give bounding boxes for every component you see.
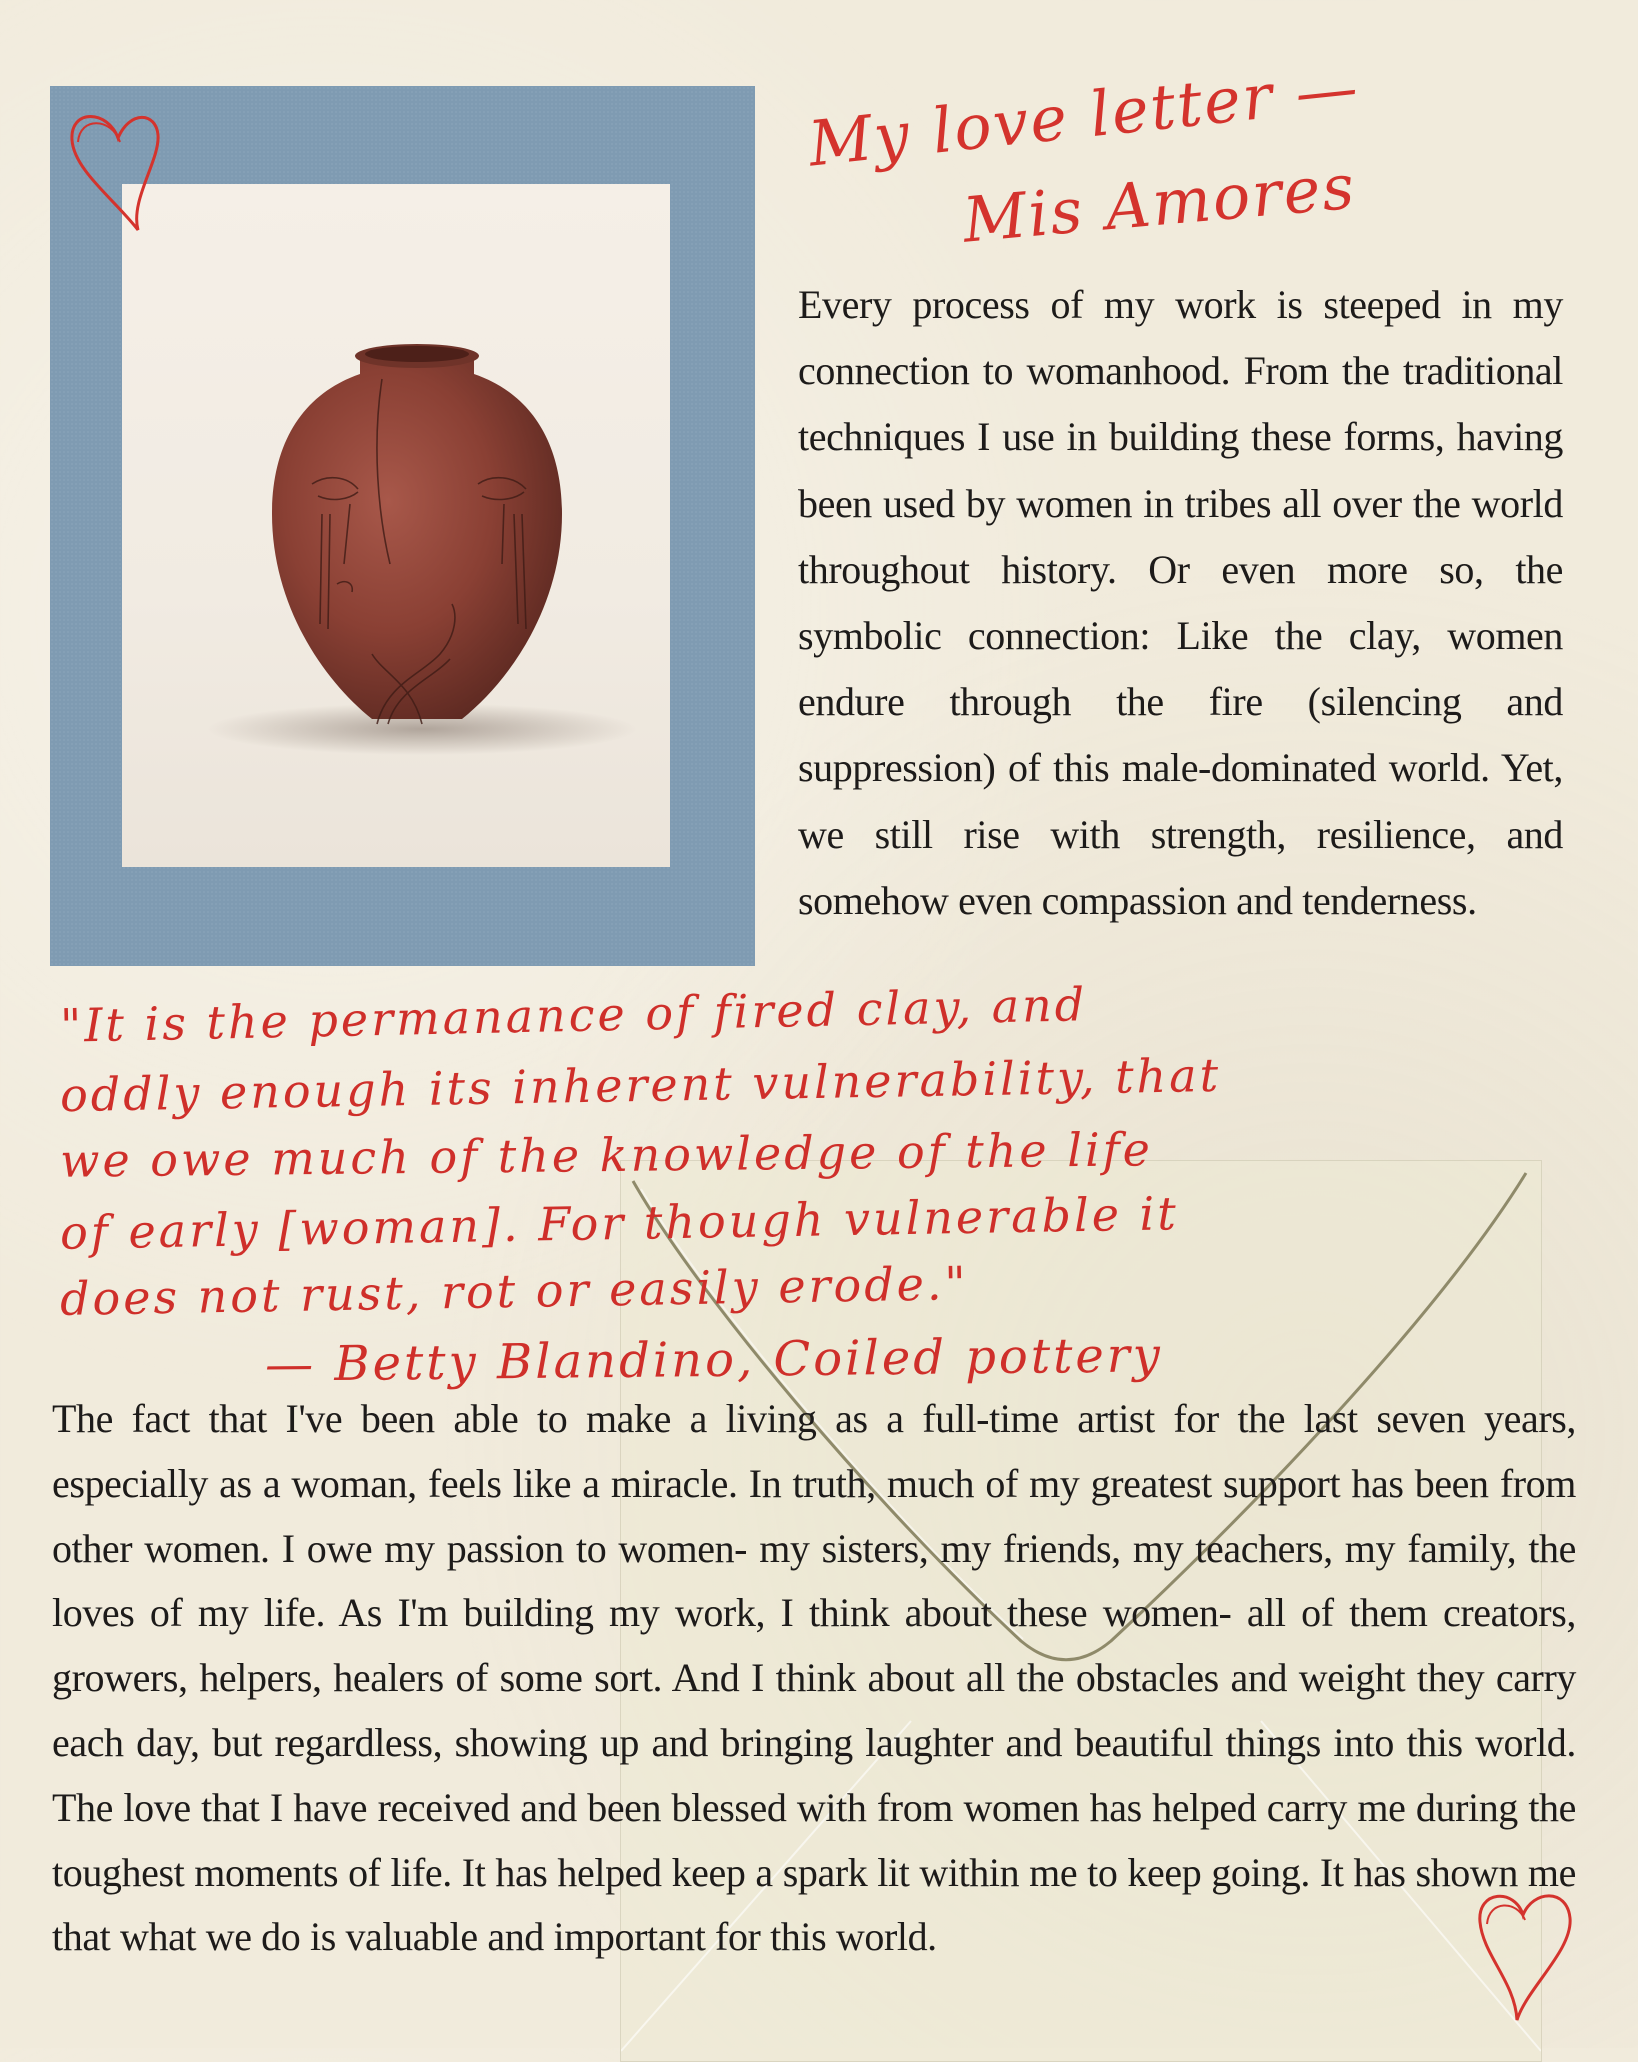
handwritten-title-line1: My love letter — <box>805 50 1363 181</box>
quote-line-1: "It is the permanance of fired clay, and <box>59 977 1088 1053</box>
heart-doodle-icon <box>60 90 180 240</box>
quote-line-2: oddly enough its inherent vulnerability, that <box>59 1047 1222 1123</box>
vase-photo <box>122 184 670 867</box>
clay-vase-illustration <box>122 184 670 867</box>
body-paragraph: The fact that I've been able to make a living as a full-time artist for the last seven years, especially as a woman, feels like a miracle. In truth, much of my greatest support has been from other women. I owe my passion to women- my sisters, my friends, my teachers, my family, the loves of my life. As I'm building my work, I think about these women- all of them creators, growers, helpers, healers of some sort. And I think about all the obstacles and weight they carry each day, but regardless, showing up and bringing laughter and beautiful things into this world. The love that I have received and been blessed with from women has helped carry me during the toughest moments of life. It has helped keep a spark lit within me to keep going. It has shown me that what we do is valuable and important for this world. <box>52 1396 1576 1960</box>
quote-line-4: of early [woman]. For though vulnerable it <box>59 1186 1180 1260</box>
quote-attribution: — Betty Blandino, Coiled pottery <box>264 1327 1164 1393</box>
heart-doodle-icon <box>1455 1870 1590 2030</box>
quote-line-5: does not rust, rot or easily erode." <box>59 1256 970 1326</box>
intro-paragraph: Every process of my work is steeped in my connection to womanhood. From the traditional techniques I use in building these forms, having been used by women in tribes all over the world throughout history. Or even more so, the symbolic connection: Like the clay, women endure through the fire (silencing and suppression) of this male-dominated world. Yet, we still rise with strength, resilience, and somehow even compassion and tenderness. <box>798 282 1563 923</box>
handwritten-title-line2: Mis Amores <box>960 149 1359 257</box>
quote-line-3: we owe much of the knowledge of the life <box>59 1122 1154 1188</box>
